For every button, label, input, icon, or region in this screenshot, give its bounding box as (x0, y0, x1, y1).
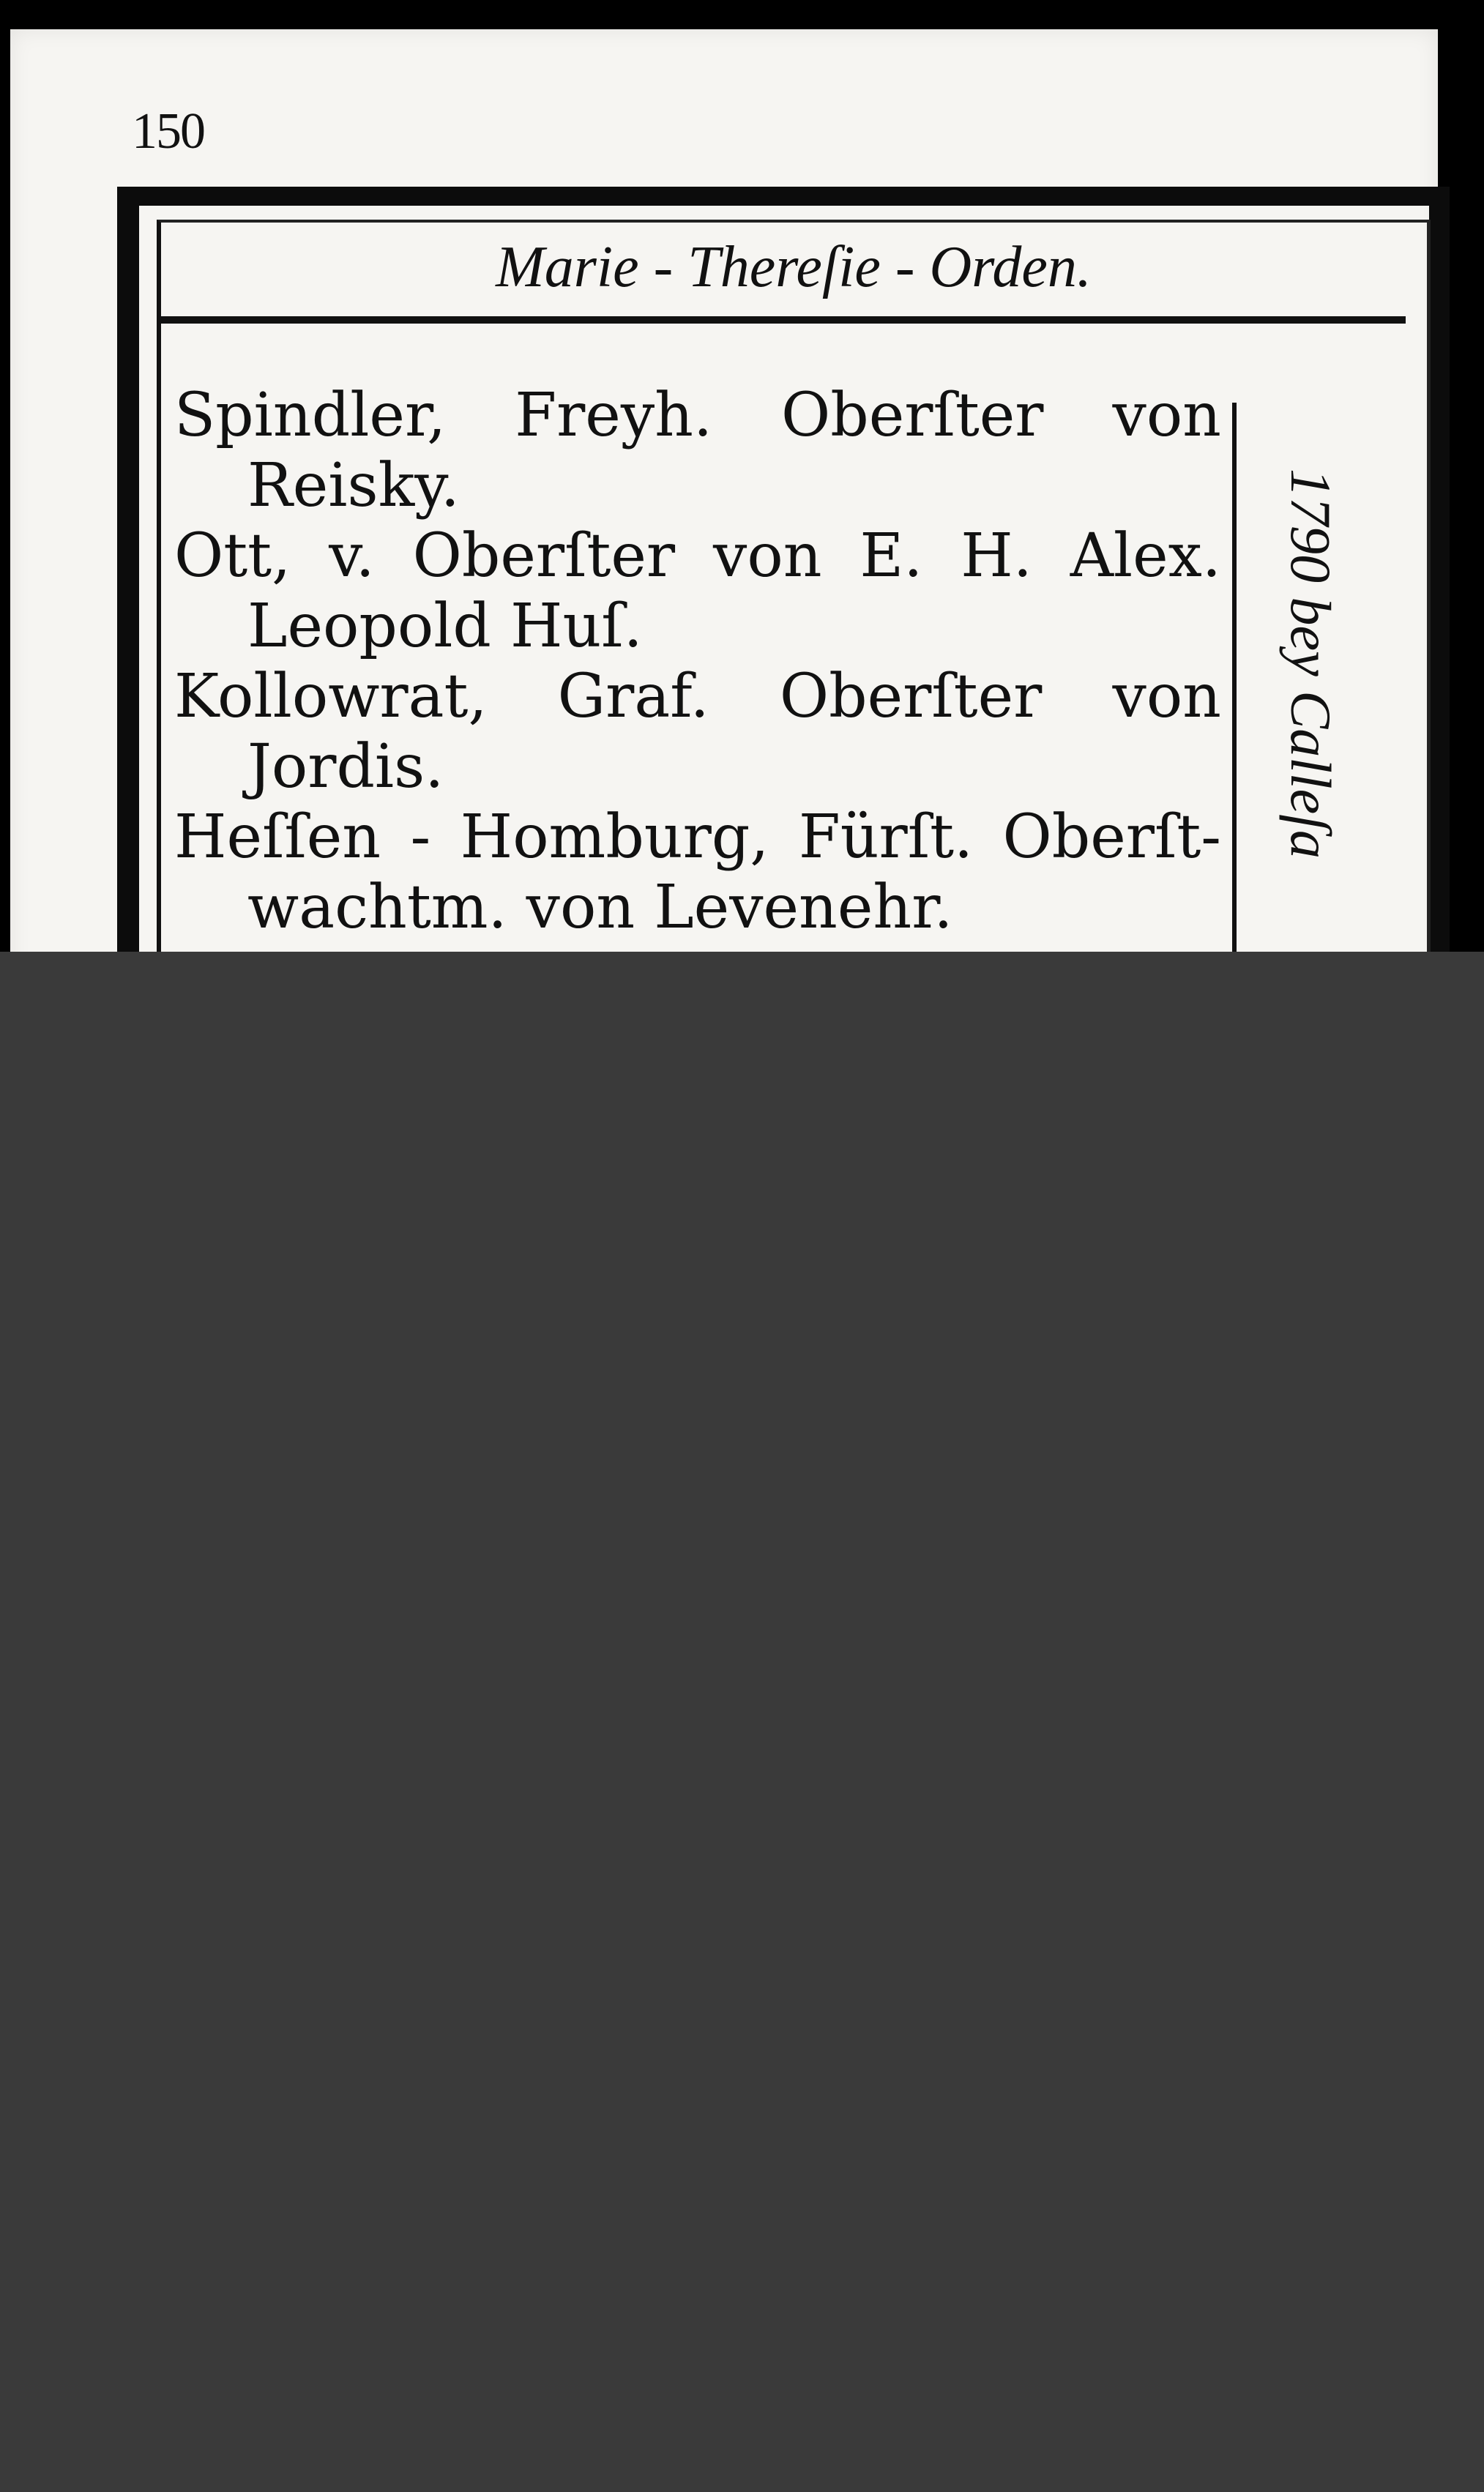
page-number: 150 (132, 103, 204, 160)
list-item (174, 381, 1221, 521)
entry-list (174, 381, 1221, 943)
page-title: Marie - Thereſie - Orden. (496, 235, 1092, 299)
list-item (174, 521, 1221, 662)
entry-continuation: Jordis. (247, 732, 444, 802)
entry-continuation: Reisky. (247, 451, 460, 521)
title-rule (161, 316, 1406, 324)
column-rule (1232, 403, 1237, 952)
entry-head: Kollowrat, Graf. Oberſter von (174, 662, 1221, 731)
list-item (174, 662, 1221, 802)
entry-continuation: wachtm. von Levenehr. (247, 873, 953, 942)
scanned-page-area (0, 0, 1484, 952)
entry-continuation: Leopold Huſ. (247, 592, 643, 661)
empty-lower-area (0, 952, 1484, 2492)
side-note-text: 1790 bey Calleſa (1279, 469, 1343, 859)
entry-head: Ott, v. Oberſter von E. H. Alex. (174, 521, 1221, 591)
entry-head: Spindler, Freyh. Oberſter von (174, 381, 1221, 450)
side-note (1248, 469, 1395, 952)
list-item (174, 802, 1221, 943)
entry-head: Heſſen - Homburg, Fürſt. Oberſt- (174, 802, 1221, 872)
